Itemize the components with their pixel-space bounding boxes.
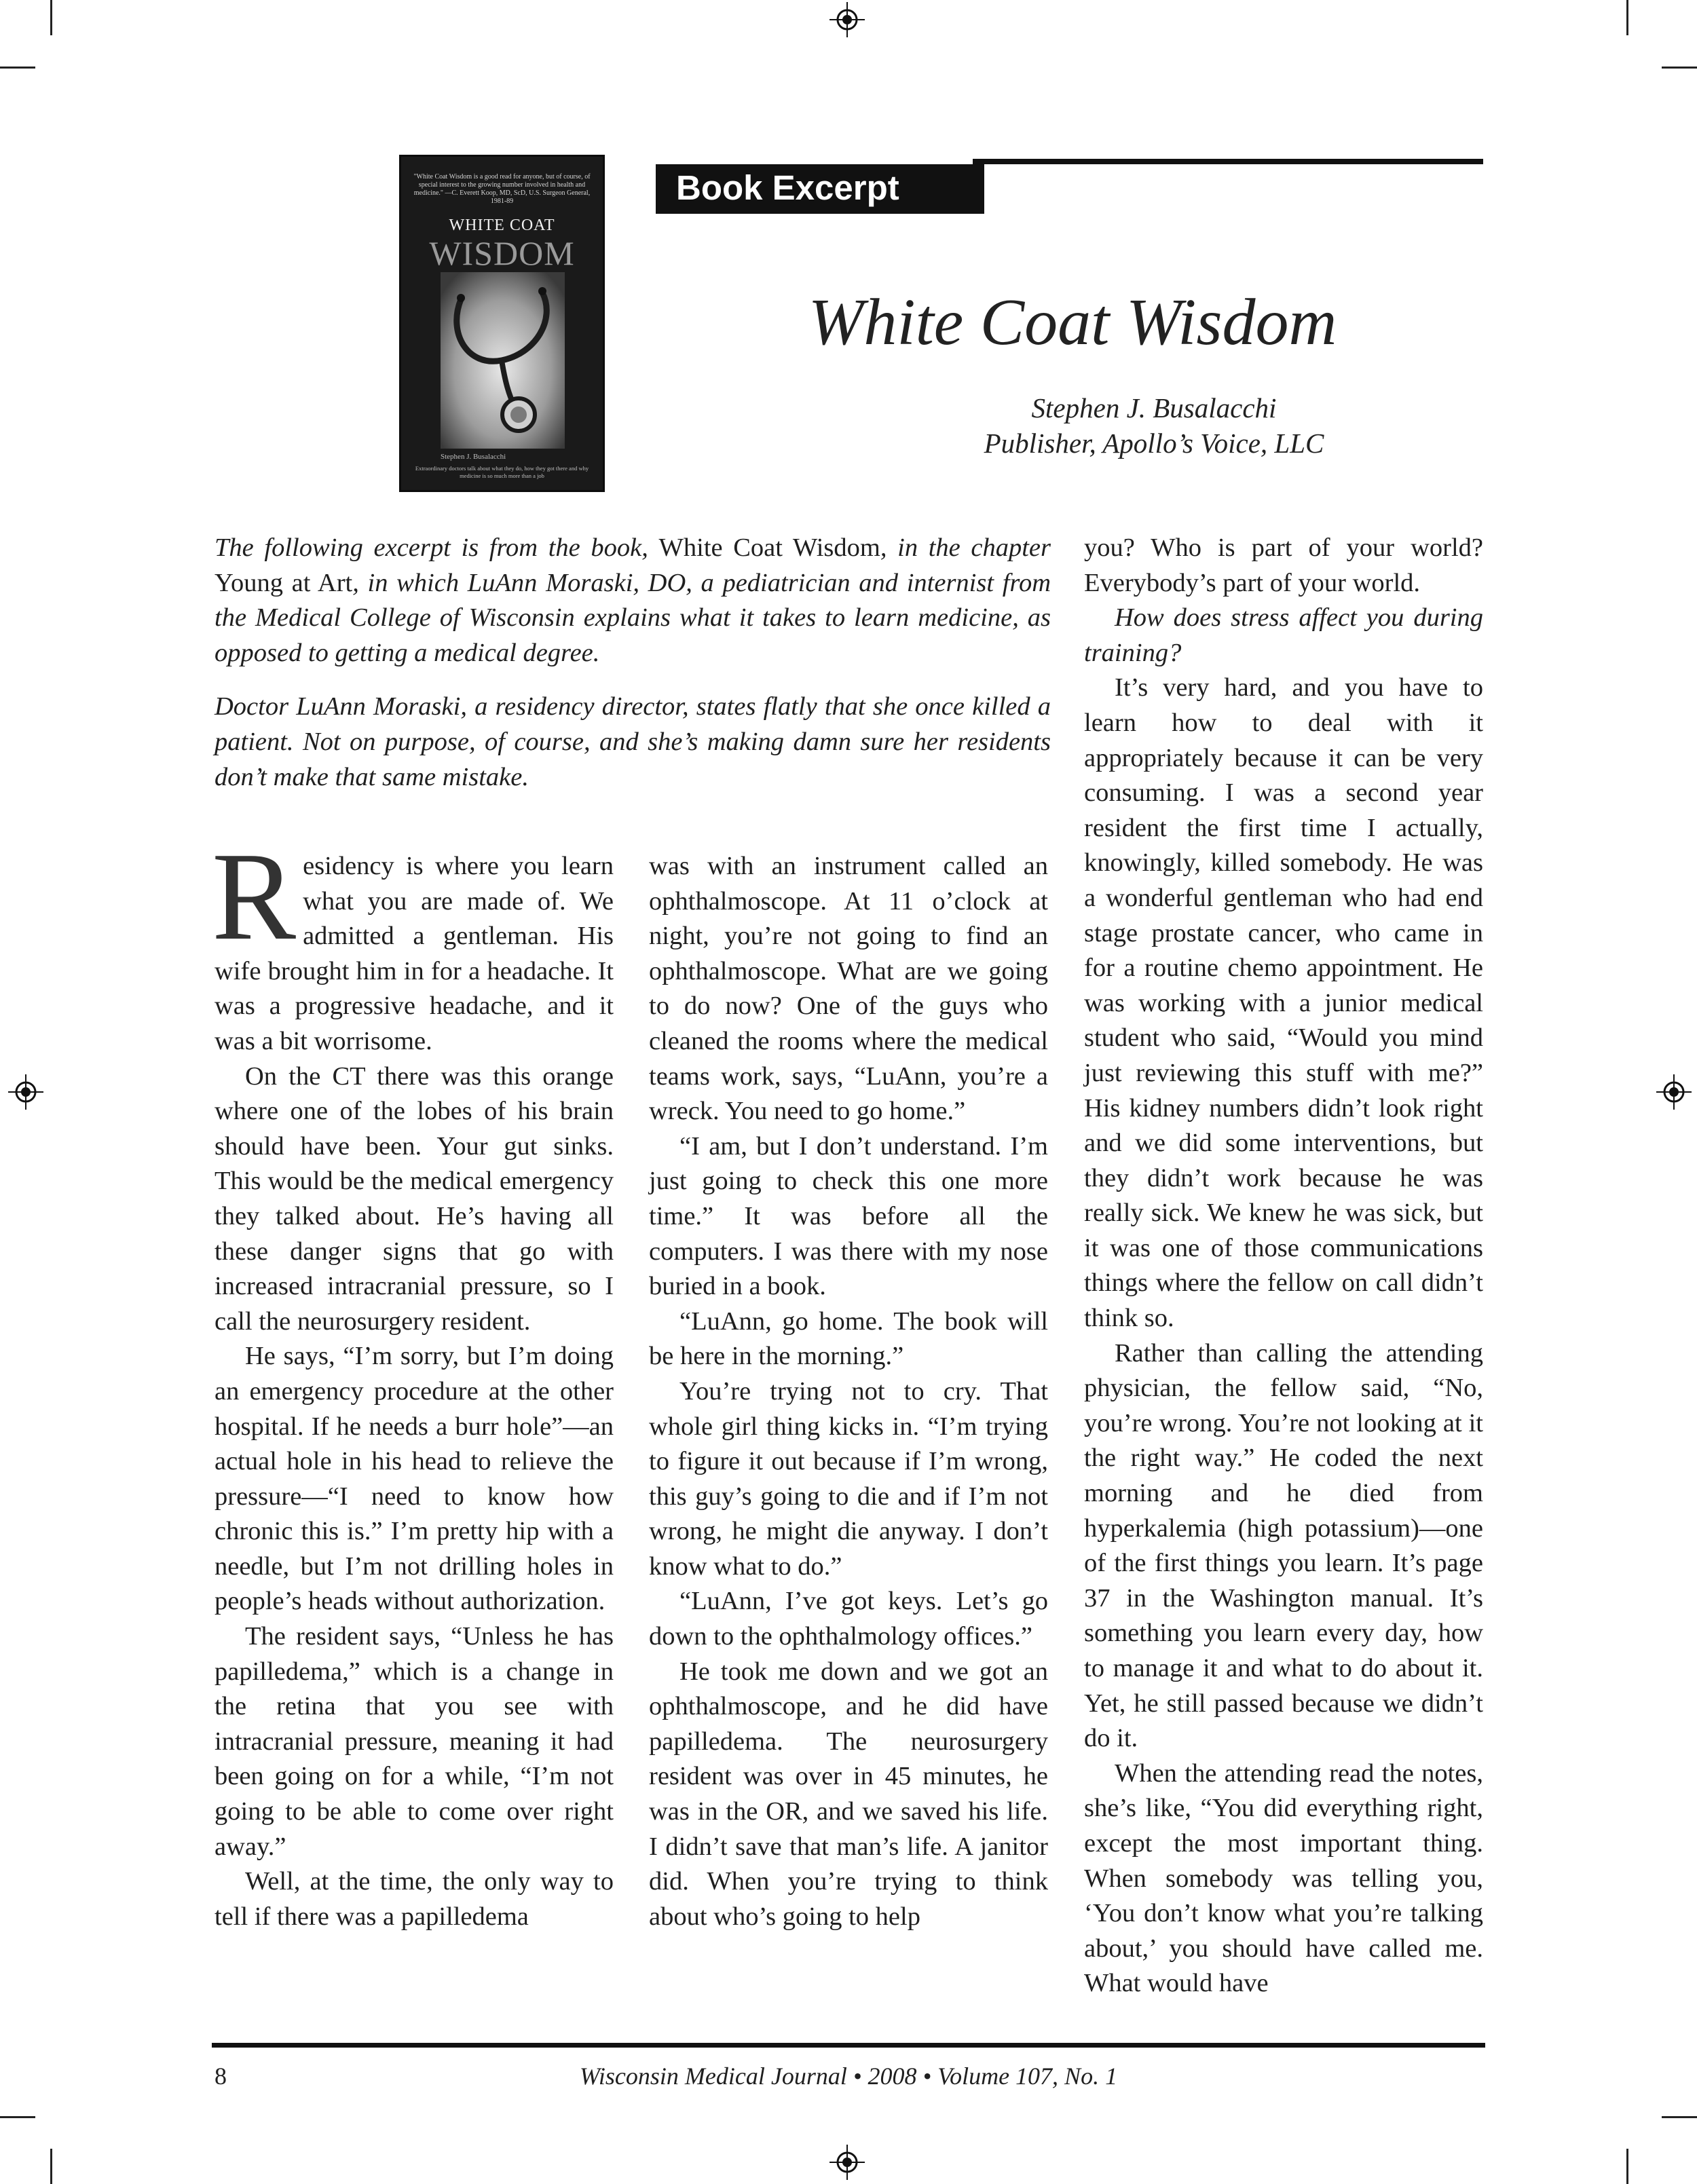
cover-quote: "White Coat Wisdom is a good read for anyone, but of course, of special interest to the growing number involved in health and medicine." —C. Everett Koop, MD, ScD, U.S. Surgeon General, 1981-89 [413,173,591,205]
book-cover-image [399,155,605,492]
section-badge: Book Excerpt [656,164,984,212]
body-column-3 [1084,531,1483,2001]
intro-text-span: The following excerpt is from the book, [215,533,659,562]
body-paragraph: was with an instrument called an ophthalmoscope. At 11 o’clock at night, you’re not going to find an ophthalmoscope. What are we going to do now? One of the guys who cleaned the rooms where the medical teams work, says, “LuAnn, you’re a wreck. You need to go home.” [649,852,1048,1126]
chapter-title-ref: Young at Art [215,568,353,597]
body-paragraph: He says, “I’m sorry, but I’m doing an emergency procedure at the other hospital. If he needs a burr hole”—an actual hole in his head to relieve the pressure—“I need to know how chronic this is.” I’m pretty hip with a needle, but I’m not drilling holes in people’s heads without authorization. [215,1342,614,1616]
author-affiliation: Publisher, Apollo’s Voice, LLC [984,428,1324,459]
crop-mark-bottom-right-h [1662,2116,1697,2118]
crop-mark-bottom-left-h [0,2116,35,2118]
intro-paragraph-1 [215,531,1051,671]
byline [815,390,1493,461]
cover-title-line1: WHITE COAT [449,216,555,234]
body-paragraph: Well, at the time, the only way to tell if there was a papilledema [215,1867,614,1931]
registration-mark-bottom-icon [829,2145,865,2180]
registration-mark-right-icon [1656,1074,1692,1110]
body-paragraph: Rather than calling the attending physician, the fellow said, “No, you’re wrong. You’re not looking at it the right way.” He coded the next morning and he died from hyperkalemia (high potassium)—one of the first things you learn. It’s page 37 in the Washington manual. It’s something you learn every day, how to manage it and what to do about it. Yet, he still passed because we didn’t do it. [1084,1338,1483,1753]
body-paragraph: you? Who is part of your world? Everybody’s part of your world. [1084,533,1483,597]
crop-mark-top-left-h [0,67,35,69]
body-paragraph: On the CT there was this orange where one of the lobes of his brain should have been. Your gut sinks. This would be the medical emergency they talked about. He’s having all these danger signs that go with increased intracranial pressure, so I call the neurosurgery resident. [215,1061,614,1336]
paragraph-text: esidency is where you learn what you are made of. We admitted a gentleman. His wife brought him in for a headache. It was a progressive headache, and it was a bit worrisome. [215,852,614,1055]
intro-text-span: , in which LuAnn Moraski, DO, a pediatrician and internist from the Medical College of Wisconsin explains what it takes to learn medicine, as opposed to getting a medical degree. [215,568,1051,667]
registration-mark-top-icon [829,2,865,37]
body-paragraph: He took me down and we got an ophthalmoscope, and he did have papilledema. The neurosurgery resident was over in 45 minutes, he was in the OR, and we saved his life. I didn’t save that man’s life. A janitor did. When you’re trying to think about who’s going to help [649,1657,1048,1931]
page-number: 8 [215,2063,227,2090]
author-name: Stephen J. Busalacchi [1031,392,1277,423]
cover-tagline: Extraordinary doctors talk about what they do, how they got there and why medicine is so much more than a job [415,465,589,479]
body-paragraph: You’re trying not to cry. That whole girl thing kicks in. “I’m trying to figure it out because if I’m wrong, this guy’s going to die and if I’m not wrong, he might die anyway. I don’t know what to do.” [649,1376,1048,1581]
body-paragraph: When the attending read the notes, she’s like, “You did everything right, except the most important thing. When somebody was telling you, ‘You don’t know what you’re talking about,’ you should have called me. What would have [1084,1758,1483,1998]
intro-text-span: Doctor LuAnn Moraski, a residency director, states flatly that she once killed a patient. Not on purpose, of course, and she’s making damn sure her residents don’t make that same mistake. [215,692,1051,791]
badge-underline [656,212,984,214]
body-paragraph: “LuAnn, I’ve got keys. Let’s go down to the ophthalmology offices.” [649,1587,1048,1651]
crop-mark-top-left-v [50,0,52,35]
interview-question: How does stress affect you during training? [1084,603,1483,667]
registration-mark-left-icon [8,1074,43,1110]
body-paragraph: “LuAnn, go home. The book will be here in the morning.” [649,1306,1048,1371]
crop-mark-bottom-left-v [50,2149,52,2184]
journal-citation: Wisconsin Medical Journal • 2008 • Volume 107, No. 1 [579,2063,1118,2090]
body-paragraph: It’s very hard, and you have to learn how to deal with it appropriately because it can be very consuming. I was a second year resident the first time I actually, knowingly, killed somebody. He was a wonderful gentleman who had end stage prostate cancer, who came in for a routine chemo appointment. He was working with a junior medical student who said, “Would you mind just reviewing this stuff with me?” His kidney numbers didn’t look right and we did some interventions, but they didn’t work because he was really sick. We knew he was sick, but it was one of those communications things where the fellow on call didn’t think so. [1084,673,1483,1333]
article-title: White Coat Wisdom [808,286,1337,359]
intro-paragraph-2 [215,690,1051,795]
crop-mark-bottom-right-v [1626,2149,1628,2184]
body-paragraph [212,827,614,1059]
cover-author: Stephen J. Busalacchi [441,453,506,461]
drop-cap: R [212,827,297,966]
footer-rule [212,2043,1485,2048]
crop-mark-top-right-v [1626,0,1628,35]
intro-text [215,531,1051,814]
book-title-ref: White Coat Wisdom [658,533,880,562]
crop-mark-top-right-h [1662,67,1697,69]
body-column-1 [212,827,614,1934]
stethoscope-photo [441,272,565,449]
body-paragraph: “I am, but I don’t understand. I’m just going to check this one more time.” It was before all the computers. I was there with my nose buried in a book. [649,1131,1048,1301]
intro-text-span: , in the chapter [880,533,1051,562]
header-rule [973,159,1483,164]
body-column-2 [649,849,1048,1934]
body-paragraph: The resident says, “Unless he has papilledema,” which is a change in the retina that you see with intracranial pressure, meaning it had been going on for a while, “I’m not going to be able to come over right away.” [215,1622,614,1861]
cover-title-line2: WISDOM [429,234,575,272]
